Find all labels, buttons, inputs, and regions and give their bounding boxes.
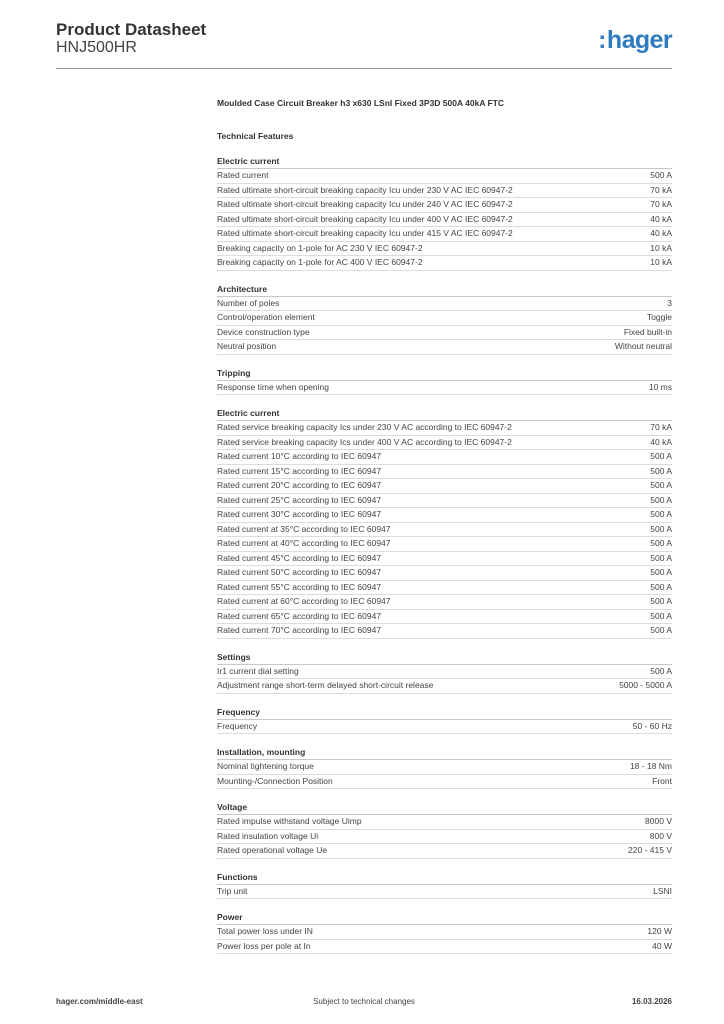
feature-label: Mounting-/Connection Position: [217, 775, 333, 786]
feature-label: Rated current at 35°C according to IEC 60947: [217, 523, 391, 534]
feature-row: [217, 523, 672, 538]
feature-row: [217, 552, 672, 567]
feature-row: [217, 830, 672, 845]
feature-value: 500 A: [650, 581, 672, 592]
page-footer: [56, 997, 672, 1011]
feature-sections: [217, 154, 672, 954]
feature-label: Rated current 25°C according to IEC 60947: [217, 494, 382, 505]
feature-label: Breaking capacity on 1-pole for AC 400 V IEC 60947-2: [217, 257, 423, 267]
section-title: Functions: [217, 870, 672, 885]
feature-row: [217, 479, 672, 494]
feature-row: [217, 340, 672, 355]
feature-row: [217, 436, 672, 451]
feature-value: LSNI: [653, 885, 672, 896]
feature-label: Total power loss under IN: [217, 926, 313, 936]
feature-row: [217, 940, 672, 955]
header-divider: [56, 68, 672, 69]
feature-value: 70 kA: [650, 184, 672, 195]
feature-label: Rated current 10°C according to IEC 60947: [217, 451, 382, 461]
feature-row: [217, 610, 672, 625]
datasheet-content: [217, 96, 672, 954]
technical-features-title: Technical Features: [217, 131, 294, 141]
section-architecture: [217, 282, 672, 355]
feature-value: 500 A: [650, 538, 672, 548]
feature-row: [217, 297, 672, 312]
feature-label: Rated current 65°C according to IEC 60947: [217, 610, 382, 621]
feature-row: [217, 242, 672, 257]
feature-value: 800 V: [649, 830, 672, 841]
feature-label: Rated current at 40°C according to IEC 60947: [217, 538, 391, 548]
section-title: Tripping: [217, 366, 672, 381]
feature-row: [217, 537, 672, 552]
product-code: HNJ500HR: [56, 39, 137, 56]
feature-label: Power loss per pole at In: [217, 940, 311, 951]
section-functions: [217, 870, 672, 900]
feature-value: 40 kA: [650, 213, 672, 224]
feature-row: [217, 925, 672, 940]
feature-row: [217, 421, 672, 436]
feature-value: 500 A: [650, 451, 672, 461]
feature-row: [217, 494, 672, 509]
section-title: Voltage: [217, 800, 672, 815]
logo-text: hager: [606, 26, 672, 54]
feature-value: 5000 - 5000 A: [619, 680, 672, 690]
section-electric-current: [217, 406, 672, 639]
feature-label: Neutral position: [217, 341, 277, 351]
feature-row: [217, 665, 672, 680]
feature-label: Rated current 20°C according to IEC 60947: [217, 480, 382, 490]
feature-value: 500 A: [650, 465, 672, 476]
feature-label: Ir1 current dial setting: [217, 665, 299, 676]
feature-value: 40 kA: [650, 228, 672, 238]
feature-row: [217, 815, 672, 830]
feature-label: Control/operation element: [217, 312, 315, 322]
feature-row: [217, 256, 672, 271]
section-tripping: [217, 366, 672, 396]
feature-value: 10 kA: [650, 242, 672, 253]
feature-label: Rated current 45°C according to IEC 60947: [217, 552, 382, 563]
feature-value: 220 - 415 V: [628, 845, 672, 855]
feature-label: Rated ultimate short-circuit breaking capacity Icu under 240 V AC IEC 60947-2: [217, 199, 513, 209]
section-settings: [217, 650, 672, 694]
section-power: [217, 910, 672, 954]
feature-row: [217, 311, 672, 326]
feature-label: Number of poles: [217, 297, 280, 308]
feature-label: Device construction type: [217, 326, 310, 337]
feature-row: [217, 760, 672, 775]
feature-row: [217, 508, 672, 523]
footer-website-link[interactable]: hager.com/middle-east: [56, 997, 143, 1006]
feature-label: Response time when opening: [217, 381, 329, 392]
feature-value: 500 A: [650, 509, 672, 519]
feature-value: 500 A: [650, 665, 672, 676]
feature-row: [217, 213, 672, 228]
feature-row: [217, 624, 672, 639]
feature-row: [217, 465, 672, 480]
feature-row: [217, 844, 672, 859]
feature-row: [217, 198, 672, 213]
feature-row: [217, 679, 672, 694]
feature-row: [217, 184, 672, 199]
feature-row: [217, 581, 672, 596]
feature-label: Rated current 55°C according to IEC 60947: [217, 581, 382, 592]
feature-label: Trip unit: [217, 885, 248, 896]
feature-value: 500 A: [650, 170, 672, 180]
footer-date: 16.03.2026: [631, 997, 672, 1006]
feature-label: Rated current 15°C according to IEC 60947: [217, 465, 382, 476]
section-title: Installation, mounting: [217, 745, 672, 760]
feature-value: Front: [652, 775, 672, 786]
feature-value: 500 A: [650, 610, 672, 621]
section-title: Power: [217, 910, 672, 925]
feature-value: 40 W: [652, 940, 672, 951]
document-title: Product Datasheet: [56, 20, 207, 39]
section-title: Electric current: [217, 406, 672, 421]
feature-label: Rated service breaking capacity Ics under 400 V AC according to IEC 60947-2: [217, 436, 512, 447]
feature-label: Nominal tightening torque: [217, 761, 314, 771]
feature-value: Toggle: [646, 312, 672, 322]
section-title: Frequency: [217, 705, 672, 720]
section-voltage: [217, 800, 672, 859]
feature-value: 40 kA: [650, 436, 672, 447]
section-title: Settings: [217, 650, 672, 665]
feature-value: 50 - 60 Hz: [632, 720, 672, 731]
feature-label: Rated current 50°C according to IEC 60947: [217, 567, 382, 577]
section-title: Electric current: [217, 154, 672, 169]
feature-value: 8000 V: [645, 816, 672, 826]
hager-logo: [598, 26, 672, 55]
feature-row: [217, 566, 672, 581]
feature-value: 70 kA: [650, 422, 672, 432]
feature-row: [217, 450, 672, 465]
section-title: Architecture: [217, 282, 672, 297]
feature-label: Breaking capacity on 1-pole for AC 230 V IEC 60947-2: [217, 242, 423, 253]
product-name: Moulded Case Circuit Breaker h3 x630 LSnI Fixed 3P3D 500A 40kA FTC: [217, 98, 505, 108]
feature-value: 120 W: [647, 926, 672, 936]
feature-label: Rated insulation voltage Ui: [217, 830, 319, 841]
feature-label: Rated current: [217, 170, 269, 180]
feature-label: Rated ultimate short-circuit breaking capacity Icu under 230 V AC IEC 60947-2: [217, 184, 513, 195]
feature-label: Rated ultimate short-circuit breaking capacity Icu under 415 V AC IEC 60947-2: [217, 228, 513, 238]
feature-value: 500 A: [650, 625, 672, 635]
feature-value: 500 A: [650, 567, 672, 577]
feature-label: Rated current 70°C according to IEC 60947: [217, 625, 382, 635]
feature-row: [217, 775, 672, 790]
feature-value: Without neutral: [614, 341, 672, 351]
feature-value: 500 A: [650, 596, 672, 606]
feature-label: Adjustment range short-term delayed short-circuit release: [217, 680, 434, 690]
feature-label: Rated current 30°C according to IEC 60947: [217, 509, 382, 519]
feature-label: Rated service breaking capacity Ics under 230 V AC according to IEC 60947-2: [217, 422, 512, 432]
feature-value: 500 A: [650, 552, 672, 563]
feature-value: 70 kA: [650, 199, 672, 209]
feature-value: 18 - 18 Nm: [629, 761, 672, 771]
feature-row: [217, 381, 672, 396]
feature-value: 500 A: [650, 480, 672, 490]
feature-value: 10 kA: [650, 257, 672, 267]
feature-row: [217, 326, 672, 341]
feature-label: Rated ultimate short-circuit breaking capacity Icu under 400 V AC IEC 60947-2: [217, 213, 513, 224]
logo-colon: :: [598, 26, 606, 54]
feature-label: Rated operational voltage Ue: [217, 845, 328, 855]
feature-row: [217, 595, 672, 610]
feature-row: [217, 720, 672, 735]
feature-value: 500 A: [650, 523, 672, 534]
feature-label: Rated current at 60°C according to IEC 60947: [217, 596, 391, 606]
section-electric-current: [217, 154, 672, 271]
feature-value: 500 A: [650, 494, 672, 505]
section-installation-mounting: [217, 745, 672, 789]
footer-notice: Subject to technical changes: [313, 997, 415, 1006]
feature-value: Fixed built-in: [623, 326, 672, 337]
feature-row: [217, 227, 672, 242]
feature-row: [217, 885, 672, 900]
feature-row: [217, 169, 672, 184]
page-header: [56, 20, 672, 68]
feature-value: 3: [667, 297, 672, 308]
feature-label: Frequency: [217, 720, 258, 731]
feature-value: 10 ms: [648, 381, 672, 392]
section-frequency: [217, 705, 672, 735]
feature-label: Rated impulse withstand voltage Uimp: [217, 816, 362, 826]
